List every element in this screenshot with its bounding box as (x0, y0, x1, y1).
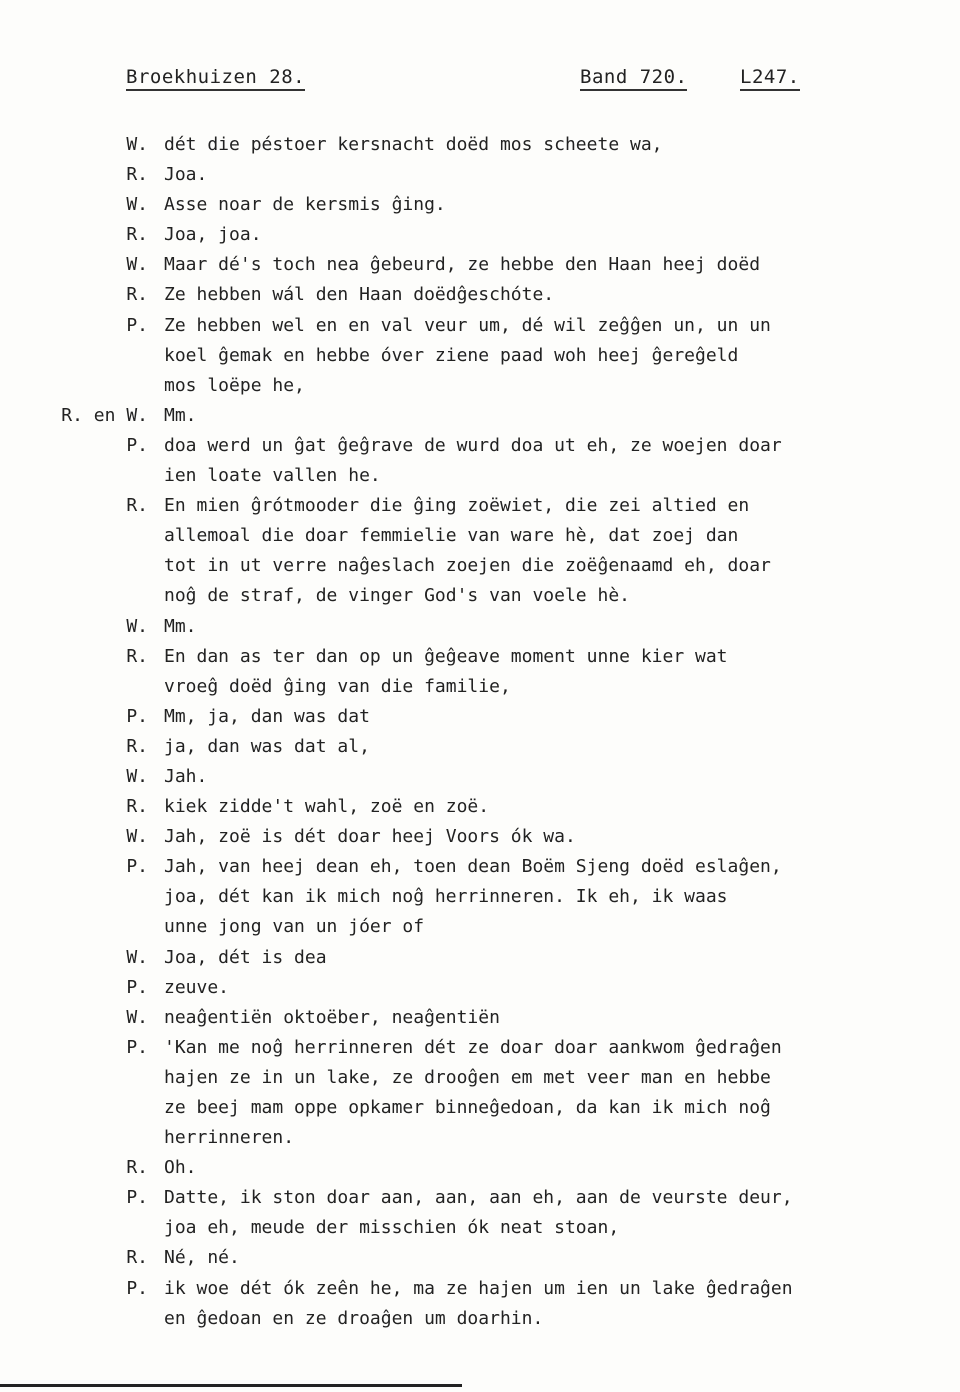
utterance-text: 'Kan me noĝ herrinneren dét ze doar doar aankwom ĝedraĝen (164, 1036, 782, 1058)
transcript-line (0, 792, 960, 822)
speaker-label: R. en W. (61, 404, 148, 426)
utterance-text: Né, né. (164, 1247, 240, 1269)
speaker-label: W. (126, 194, 148, 216)
transcript-line (0, 461, 960, 491)
transcript-line (0, 341, 960, 371)
utterance-text: en ĝedoan en ze droaĝen um doarhin. (164, 1307, 544, 1329)
utterance-text: joa eh, meude der misschien ók neat stoan, (164, 1217, 620, 1239)
utterance-text: Mm. (164, 615, 197, 637)
speaker-label: W. (126, 615, 148, 637)
transcript-line (0, 1093, 960, 1123)
transcript-line (0, 943, 960, 973)
transcript-line (0, 491, 960, 521)
transcript-line (0, 612, 960, 642)
utterance-text: Mm. (164, 404, 197, 426)
transcript-line (0, 822, 960, 852)
transcript-line (0, 973, 960, 1003)
transcript-line (0, 581, 960, 611)
bottom-rule (0, 1384, 462, 1387)
utterance-text: allemoal die doar femmielie van ware hè, dat zoej dan (164, 525, 739, 547)
speaker-label: R. (126, 1157, 148, 1179)
transcript-line (0, 371, 960, 401)
transcript-line (0, 521, 960, 551)
speaker-label: P. (126, 1187, 148, 1209)
transcript-line (0, 401, 960, 431)
utterance-text: noĝ de straf, de vinger God's van voele hè. (164, 585, 630, 607)
utterance-text: vroeĝ doëd ĝing van die familie, (164, 675, 511, 697)
utterance-text: Oh. (164, 1157, 197, 1179)
transcript-line (0, 160, 960, 190)
utterance-text: ja, dan was dat al, (164, 735, 370, 757)
transcript-line (0, 732, 960, 762)
transcript-line (0, 702, 960, 732)
transcript-line (0, 280, 960, 310)
transcript-line (0, 130, 960, 160)
speaker-label: R. (126, 796, 148, 818)
transcript-line (0, 190, 960, 220)
utterance-text: Joa. (164, 164, 208, 186)
utterance-text: Jah, van heej dean eh, toen dean Boëm Sjeng doëd eslaĝen, (164, 856, 782, 878)
speaker-label: W. (126, 254, 148, 276)
speaker-label: R. (126, 164, 148, 186)
utterance-text: Joa, joa. (164, 224, 262, 246)
utterance-text: mos loëpe he, (164, 374, 305, 396)
utterance-text: Mm, ja, dan was dat (164, 705, 370, 727)
utterance-text: Jah. (164, 765, 208, 787)
utterance-text: ik woe dét ók zeên he, ma ze hajen um ien un lake ĝedraĝen (164, 1277, 793, 1299)
speaker-label: P. (126, 1277, 148, 1299)
utterance-text: ze beej mam oppe opkamer binneĝedoan, da kan ik mich noĝ (164, 1097, 771, 1118)
speaker-label: R. (126, 284, 148, 306)
speaker-label: R. (126, 645, 148, 667)
transcript-line (0, 1243, 960, 1273)
transcript-line (0, 1213, 960, 1243)
speaker-label: R. (126, 735, 148, 757)
header-page-code: L247. (740, 66, 800, 88)
utterance-text: joa, dét kan ik mich noĝ herrinneren. Ik eh, ik waas (164, 886, 728, 908)
transcript-line (0, 1153, 960, 1183)
speaker-label: W. (126, 765, 148, 787)
utterance-text: hajen ze in un lake, ze drooĝen em met veer man en hebbe (164, 1066, 771, 1088)
speaker-label: W. (126, 134, 148, 155)
speaker-label: R. (126, 495, 148, 517)
transcript (0, 130, 960, 1334)
utterance-text: herrinneren. (164, 1127, 295, 1149)
transcript-line (0, 1183, 960, 1213)
utterance-text: En mien ĝrótmooder die ĝing zoëwiet, die zei altied en (164, 495, 750, 517)
utterance-text: doa werd un ĝat ĝeĝrave de wurd doa ut eh, ze woejen doar (164, 434, 782, 456)
transcript-line (0, 762, 960, 792)
utterance-text: En dan as ter dan op un ĝeĝeave moment unne kier wat (164, 645, 728, 667)
speaker-label: R. (126, 1247, 148, 1269)
transcript-line (0, 1033, 960, 1063)
speaker-label: W. (126, 1006, 148, 1028)
utterance-text: Asse noar de kersmis ĝing. (164, 194, 446, 216)
speaker-label: P. (126, 976, 148, 998)
speaker-label: W. (126, 826, 148, 848)
transcript-line (0, 250, 960, 280)
utterance-text: kiek zidde't wahl, zoë en zoë. (164, 796, 490, 818)
utterance-text: zeuve. (164, 976, 230, 998)
utterance-text: Datte, ik ston doar aan, aan, aan eh, aan de veurste deur, (164, 1187, 793, 1209)
utterance-text: Jah, zoë is dét doar heej Voors ók wa. (164, 826, 576, 848)
utterance-text: koel ĝemak en hebbe óver ziene paad woh heej ĝereĝeld (164, 344, 739, 366)
speaker-label: P. (126, 705, 148, 727)
transcript-line (0, 852, 960, 882)
transcript-line (0, 882, 960, 912)
utterance-text: neaĝentiën oktoëber, neaĝentiën (164, 1006, 500, 1028)
transcript-line (0, 1304, 960, 1334)
utterance-text: tot in ut verre naĝeslach zoejen die zoëĝenaamd eh, doar (164, 555, 771, 577)
transcript-line (0, 1063, 960, 1093)
utterance-text: unne jong van un jóer of (164, 916, 425, 938)
transcript-line (0, 1274, 960, 1304)
transcript-line (0, 551, 960, 581)
utterance-text: Maar dé's toch nea ĝebeurd, ze hebbe den Haan heej doëd (164, 254, 761, 276)
transcript-line (0, 912, 960, 942)
speaker-label: R. (126, 224, 148, 246)
speaker-label: P. (126, 856, 148, 878)
transcript-line (0, 642, 960, 672)
speaker-label: P. (126, 314, 148, 336)
transcript-line (0, 431, 960, 461)
transcript-line (0, 1123, 960, 1153)
speaker-label: W. (126, 946, 148, 968)
utterance-text: Ze hebben wel en en val veur um, dé wil zeĝĝen un, un un (164, 314, 771, 336)
utterance-text: ien loate vallen he. (164, 465, 381, 487)
utterance-text: Joa, dét is dea (164, 946, 327, 968)
speaker-label: P. (126, 1036, 148, 1058)
utterance-text: dét die péstoer kersnacht doëd mos scheete wa, (164, 134, 663, 155)
transcript-line (0, 220, 960, 250)
speaker-label: P. (126, 434, 148, 456)
transcript-line (0, 1003, 960, 1033)
header-location: Broekhuizen 28. (126, 66, 305, 88)
transcript-line (0, 672, 960, 702)
transcript-line (0, 311, 960, 341)
header-band-number: Band 720. (580, 66, 687, 88)
utterance-text: Ze hebben wál den Haan doëdĝeschóte. (164, 284, 555, 306)
